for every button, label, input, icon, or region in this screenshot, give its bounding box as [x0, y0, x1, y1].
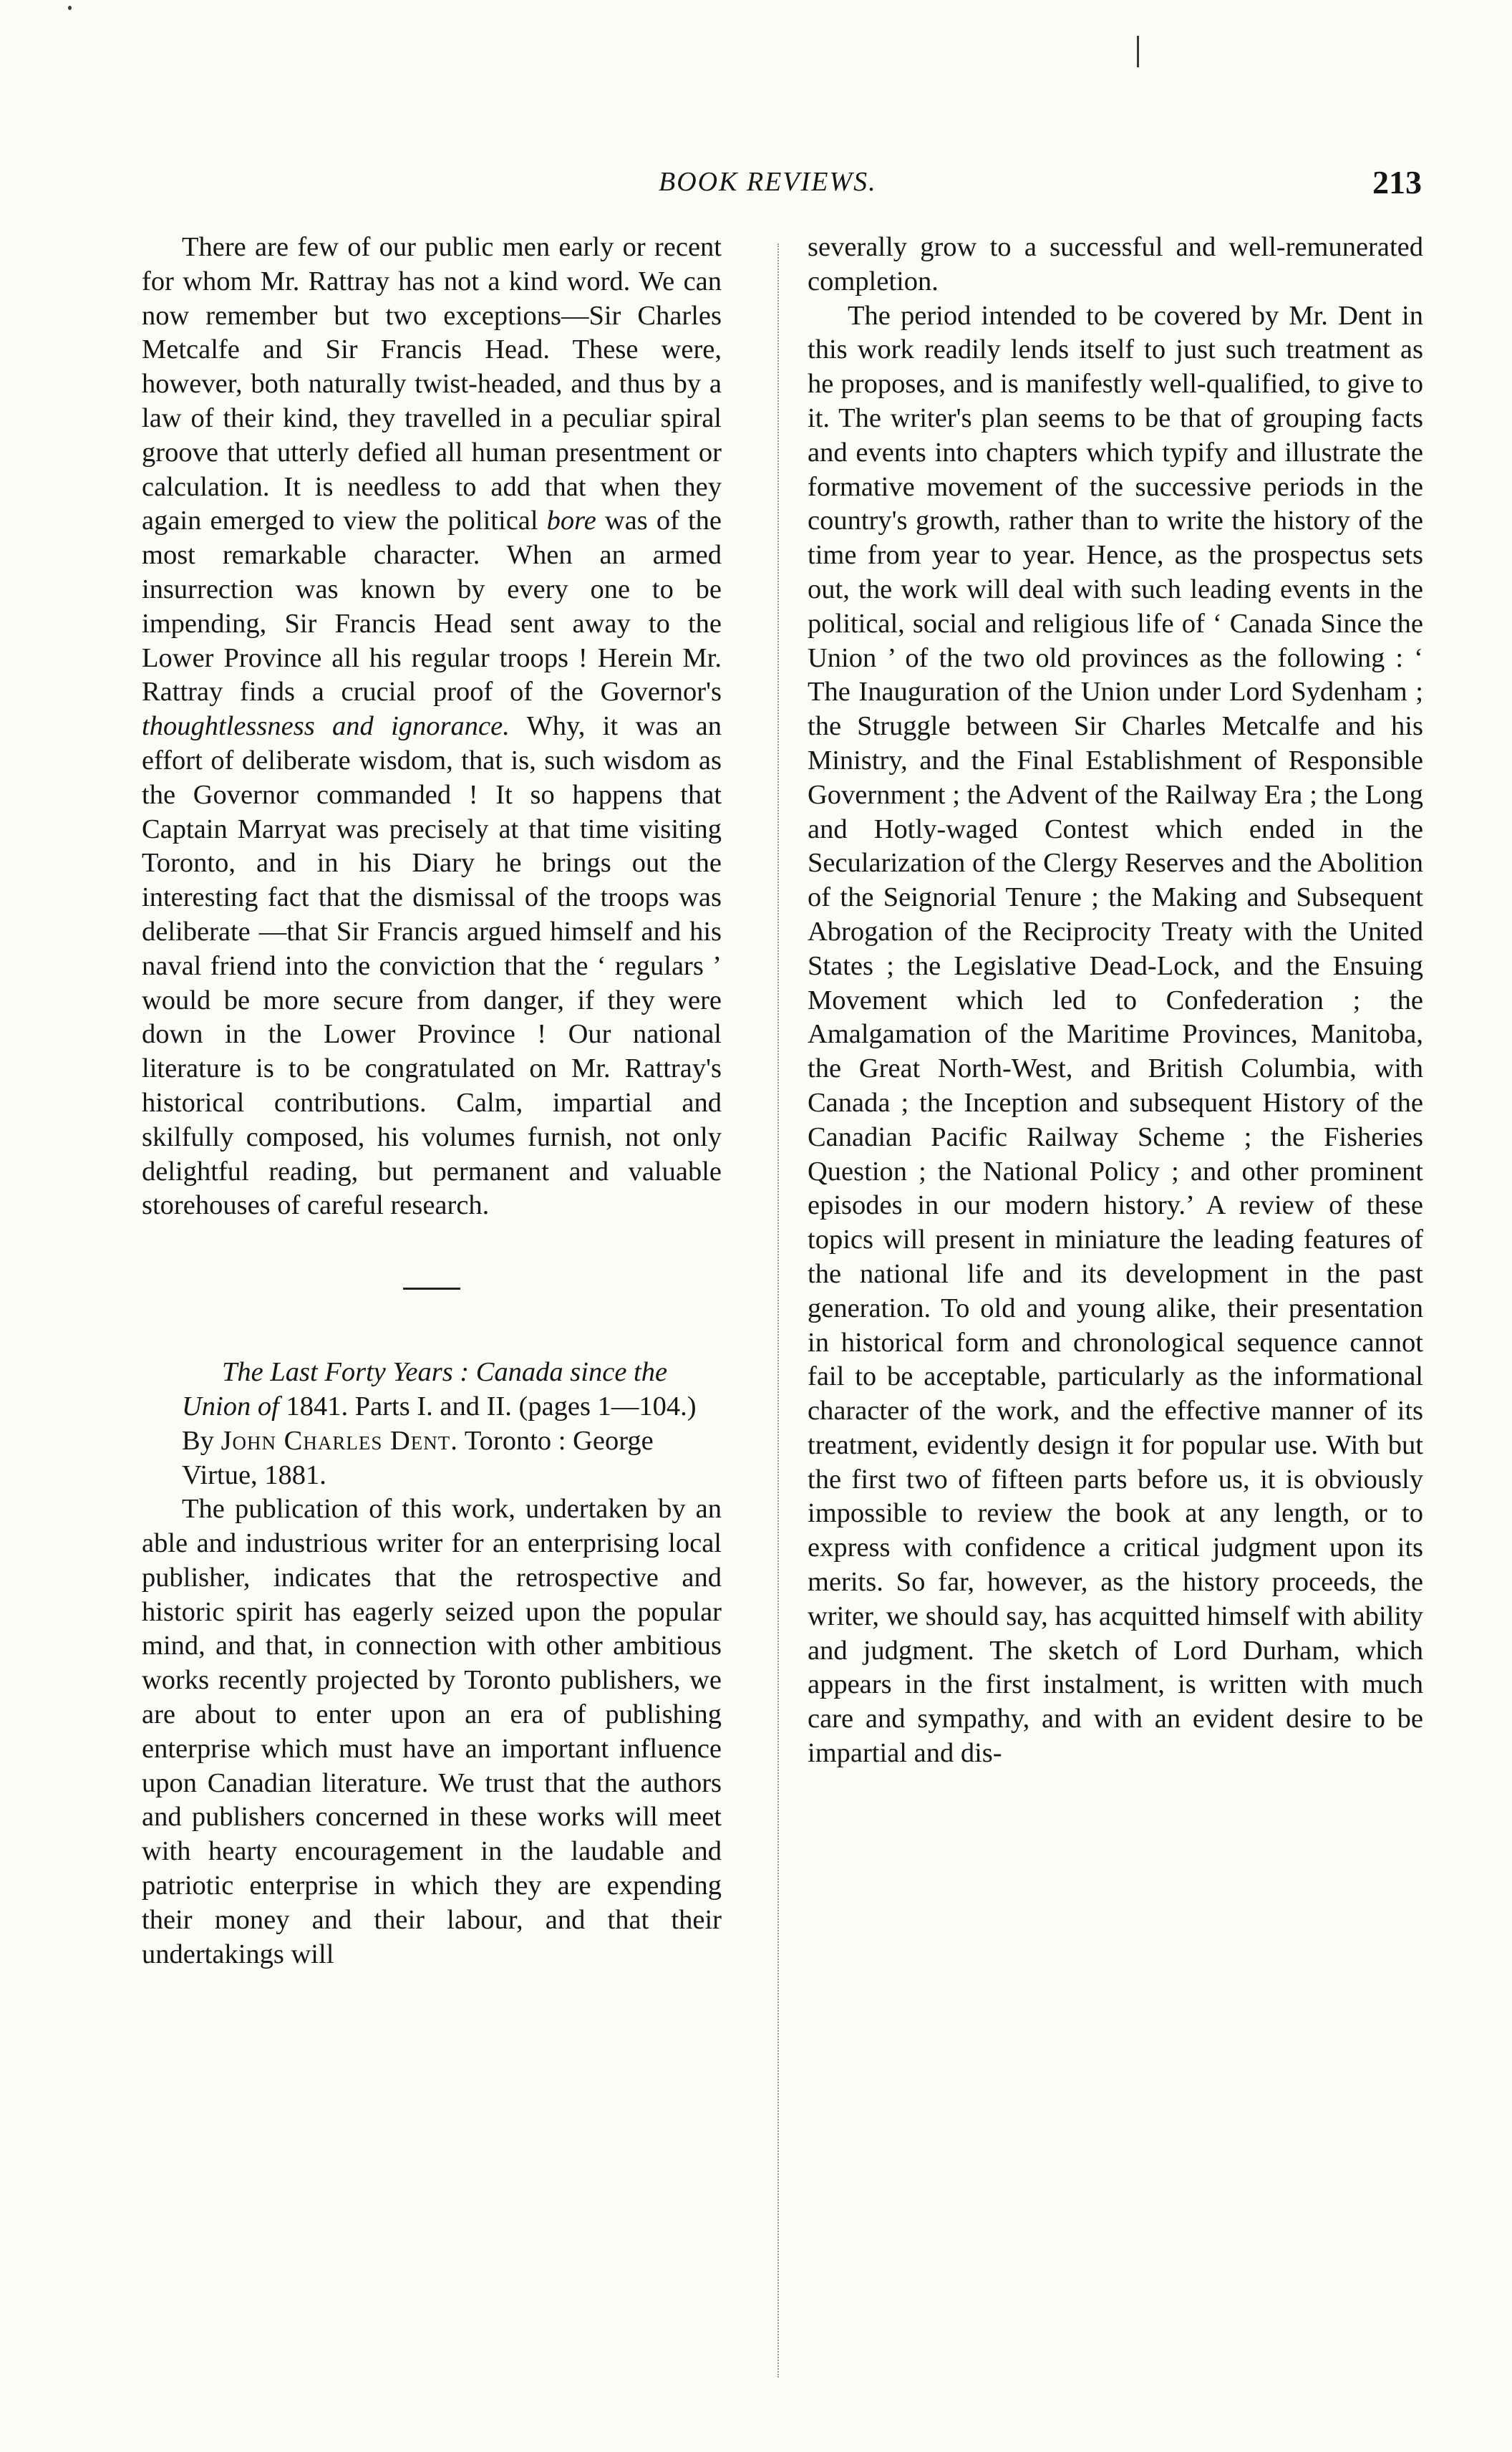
paragraph-publication: The publication of this work, undertaken by an able and industrious writer for an enterprising local publisher, indicates that the retrospective and historic spirit has eagerly seized upon the popular mind, and that, in connection with other ambitious works recently projected by Toronto publishers, we are about to enter upon an era of publishing enterprise which must have an important influence upon Canadian literature. We trust that the authors and publishers concerned in these works will meet with hearty encouragement in the laudable and patriotic enterprise in which they are expending their money and their labour, and that their undertakings will — [142, 1494, 722, 1969]
book-publisher: Toronto : George Virtue, 1881. — [182, 1425, 654, 1490]
running-head-title: BOOK REVIEWS. — [659, 167, 877, 197]
paragraph-rattray — [142, 231, 722, 1223]
italic-run: thoughtlessness and ignorance. — [142, 711, 510, 742]
review-citation — [142, 1356, 722, 1492]
section-separator — [403, 1288, 460, 1290]
scan-mark — [1137, 36, 1139, 67]
text-run: was of the most remarkable character. When an armed insurrection was known by every one to be impending, Sir Francis Head sent away to the Lower Province all his regular troops ! Herein Mr. Rattray finds a crucial proof of the Governor's — [142, 506, 722, 708]
left-column — [142, 231, 722, 1971]
italic-run: bore — [546, 506, 596, 536]
book-title: The Last Forty Years : Canada since the Union of — [182, 1357, 668, 1422]
paragraph-continuation: severally grow to a successful and well-remunerated completion. — [808, 232, 1423, 296]
text-run: Why, it was an effort of deliberate wisdom, that is, such wisdom as the Governor commanded ! It so happens that Captain Marryat was precisely at that time visiting Toronto, and in his Diary he brings out the interesting fact that the dismissal of the troops was deliberate —that Sir Francis argued himself and his naval friend into the conviction that the ‘ regulars ’ would be more secure from danger, if they were down in the Lower Province ! Our national literature is to be congratulated on Mr. Rattray's historical contributions. Calm, impartial and skilfully composed, his volumes furnish, not only delightful reading, but permanent and valuable storehouses of careful research. — [142, 711, 722, 1221]
scan-speck — [68, 6, 72, 10]
citation-details: 1841. Parts I. and II. (pages 1—104.) By — [182, 1391, 697, 1456]
page-number: 213 — [1372, 164, 1422, 201]
book-author: John Charles Dent. — [220, 1425, 458, 1456]
column-divider — [777, 243, 779, 2378]
right-column — [808, 231, 1423, 1771]
paragraph-period: The period intended to be covered by Mr. Dent in this work readily lends itself to just such treatment as he proposes, and is manifestly well-qualified, to give to it. The writer's plan seems to be that of grouping facts and events into chapters which typify and illustrate the formative movement of the successive periods in the country's growth, rather than to write the history of the time from year to year. Hence, as the prospectus sets out, the work will deal with such leading events in the political, social and religious life of ‘ Canada Since the Union ’ of the two old provinces as the following : ‘ The Inauguration of the Union under Lord Sydenham ; the Struggle between Sir Charles Metcalfe and his Ministry, and the Final Establishment of Responsible Government ; the Advent of the Railway Era ; the Long and Hotly-waged Contest which ended in the Secularization of the Clergy Reserves and the Abolition of the Seignorial Tenure ; the Making and Subsequent Abrogation of the Reciprocity Treaty with the United States ; the Legislative Dead-Lock, and the Ensuing Movement which led to Confederation ; the Amalgamation of the Maritime Provinces, Manitoba, the Great North-West, and British Columbia, with Canada ; the Inception and subsequent History of the Canadian Pacific Railway Scheme ; the Fisheries Question ; the National Policy ; and other prominent episodes in our modern history.’ A review of these topics will present in miniature the leading features of the national life and its development in the past generation. To old and young alike, their presentation in historical form and chronological sequence cannot fail to be acceptable, particularly as the informational character of the work, and the effective manner of its treatment, evidently design it for popular use. With but the first two of fifteen parts before us, it is obviously impossible to review the book at any length, or to express with confidence a critical judgment upon its merits. So far, however, as the history proceeds, the writer, we should say, has acquitted himself with ability and judgment. The sketch of Lord Durham, which appears in the first instalment, is written with much care and sympathy, and with an evident desire to be impartial and dis- — [808, 300, 1423, 1769]
text-run: There are few of our public men early or recent for whom Mr. Rattray has not a kind word. We can now remember but two exceptions—Sir Charles Metcalfe and Sir Francis Head. These were, however, both naturally twist-headed, and thus by a law of their kind, they travelled in a peculiar spiral groove that utterly defied all human presentment or calculation. It is needless to add that when they again emerged to view the political — [142, 232, 722, 536]
running-head — [172, 163, 1422, 213]
